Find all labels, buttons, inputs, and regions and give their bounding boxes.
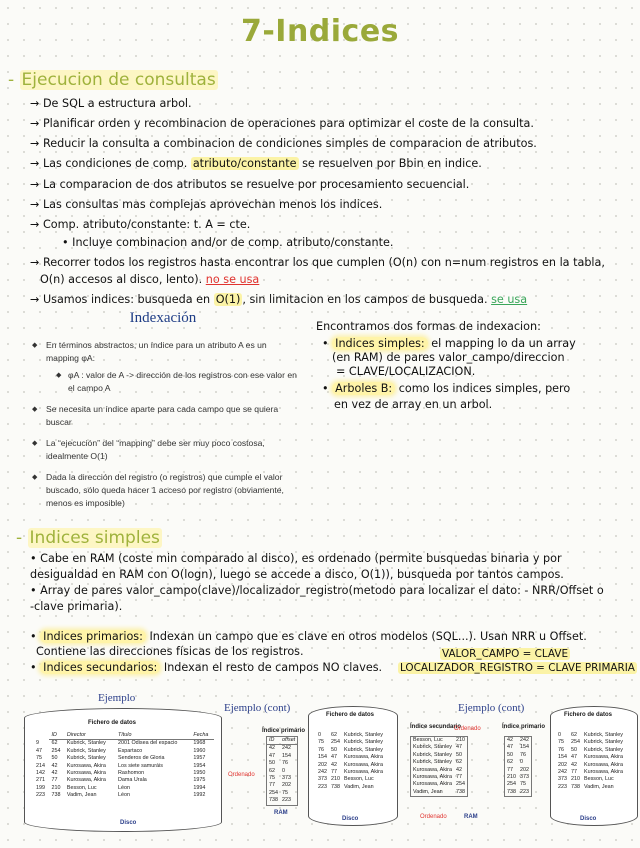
table-cell: 47	[455, 744, 462, 751]
table-cell: Los siete samuráis	[118, 762, 163, 769]
slide-bullet-1: ◆ En términos abstractos, un índice para un atributo A es un mapping φA:	[28, 339, 298, 365]
no-se-usa-label: no se usa	[205, 273, 260, 286]
table-cell: 47	[507, 744, 513, 751]
dash-mark: -	[8, 70, 20, 90]
table-row	[34, 777, 214, 784]
table-cell: 47	[331, 754, 337, 761]
s2-p3: • Indices primarios: Indexan un campo que es clave en otros modelos (SQL...). Usan NRR u Offset.	[30, 630, 587, 643]
figure-3-order-label-1: Ordenado	[454, 726, 481, 732]
table-row	[316, 747, 385, 754]
table-cell: 0	[558, 732, 561, 738]
line-6-text: Las consultas mas complejas aprovechan menos los indices.	[42, 198, 383, 211]
table-cell: 142	[36, 770, 45, 777]
table-cell: Espartaco	[118, 747, 143, 754]
table-cell: 154	[558, 754, 567, 761]
s2-p3-highlight: Indices primarios:	[40, 630, 146, 643]
table-cell: 223	[520, 788, 529, 795]
line-4-highlight: atributo/constante	[192, 157, 297, 170]
table-row	[505, 759, 532, 766]
line-4-post: se resuelven por Bbin en indice.	[302, 157, 482, 170]
table-cell: 50	[455, 751, 462, 758]
s2-p3-text: Indexan un campo que es clave en otros modelos (SQL...). Usan NRR u Offset.	[149, 630, 587, 643]
table-cell: Kurosawa, Akira	[584, 761, 623, 768]
table-cell: 242	[318, 769, 327, 776]
line-11-post: , sin limitacion en los campos de busqueda.	[242, 293, 488, 306]
table-row	[267, 782, 298, 789]
figure-example-1	[12, 692, 222, 842]
slide-sub-bullet: ◆ φA : valor de A -> dirección de los registros con ese valor en el campo A	[28, 369, 298, 395]
table-cell: 76	[318, 746, 324, 753]
forms-item-2: • Arboles B: como los indices simples, pero	[322, 382, 571, 395]
table-cell: 50	[571, 746, 577, 753]
table-cell: Kurosawa, Akira	[584, 754, 623, 761]
table-cell: 62	[269, 767, 275, 774]
line-3-text: Reducir la consulta a combinacion de condiciones simples de comparacion de atributos.	[42, 137, 537, 150]
table-row	[267, 797, 298, 805]
table-cell: Senderos de Gloria	[118, 755, 165, 762]
forms-item-1-text-a: el mapping lo da un array	[431, 337, 576, 350]
table-cell: 210	[571, 776, 580, 783]
note-localizador	[398, 661, 637, 675]
table-cell: 0	[520, 759, 523, 766]
table-cell: Léon	[118, 792, 130, 799]
section-heading-indices-simples	[16, 528, 162, 548]
table-cell: Vadim, Jean	[413, 788, 443, 795]
table-cell: 738	[331, 783, 340, 790]
table-cell: 62	[507, 759, 513, 766]
table-row	[505, 737, 532, 745]
table-cell: 154	[318, 754, 327, 761]
section2-heading-text: Indices simples	[29, 528, 160, 548]
table-header-cell: ID	[267, 737, 281, 745]
table-cell: Kubrick, Stanley	[413, 744, 452, 751]
table-cell: 210	[331, 776, 340, 783]
table-cell: Dama Urala	[118, 777, 147, 784]
figure-3-secondary-table	[410, 736, 468, 797]
figure-1-file-label: Fichero de datos	[88, 720, 137, 726]
table-cell: 738	[571, 783, 580, 790]
table-row	[556, 769, 625, 776]
table-cell: 1992	[193, 792, 206, 799]
s2-p4-highlight: Indices secundarios:	[40, 661, 160, 674]
table-cell: Kubrick, Stanley	[66, 740, 106, 747]
figure-3-data-table	[556, 732, 625, 791]
table-cell: 154	[282, 752, 291, 759]
table-cell: 210	[507, 774, 516, 781]
table-header-row	[34, 732, 214, 740]
note-valor-campo	[440, 647, 570, 661]
line-2: → Planificar orden y recombinacion de operaciones para optimizar el coste de la consulta.	[30, 117, 534, 130]
s2-p1-b: desigualdad en RAM con O(logn), luego se accede a disco, O(1)), busqueda por tantos campos.	[30, 568, 564, 581]
s2-p1-a-text: Cabe en RAM (coste min comparado al disco), es ordenado (permite busquedas binaria y por	[40, 552, 562, 565]
table-row	[316, 754, 385, 761]
table-row	[34, 785, 214, 792]
figure-1-table	[34, 732, 214, 800]
table-cell: 76	[282, 760, 288, 767]
table-row	[411, 781, 468, 788]
table-row	[316, 776, 385, 783]
table-cell: 0	[282, 767, 285, 774]
table-cell: 50	[269, 760, 275, 767]
line-4-pre: Las condiciones de comp.	[42, 157, 188, 170]
table-cell: 62	[455, 759, 462, 766]
slide-title: Indexación	[129, 310, 197, 326]
line-11-pre: Usamos indices: busqueda en	[42, 293, 211, 306]
table-row	[267, 768, 298, 775]
table-cell: Kurosawa, Akira	[344, 761, 383, 768]
table-cell: 75	[269, 775, 275, 782]
table-cell: 42	[455, 766, 462, 773]
table-cell: 1954	[193, 762, 206, 769]
line-11-highlight: O(1)	[215, 293, 241, 306]
figure-2-index-table	[266, 736, 298, 806]
line-8: • Incluye combinacion and/or de comp. atributo/constante.	[62, 236, 394, 249]
table-cell: Kurosawa, Akira	[413, 781, 452, 788]
table-row	[505, 789, 532, 797]
s2-p4: • Indices secundarios: Indexan el resto de campos NO claves.	[30, 661, 383, 674]
table-row	[556, 754, 625, 761]
table-cell: Kurosawa, Akira	[344, 754, 383, 761]
table-row	[34, 770, 214, 777]
table-cell: 373	[318, 776, 327, 783]
table-cell: Vadim, Jean	[66, 792, 97, 799]
line-7-text: Comp. atributo/constante: t. A = cte.	[42, 218, 251, 231]
table-cell: 254	[269, 789, 278, 796]
table-header-cell: offset	[280, 737, 298, 745]
table-row	[34, 792, 214, 799]
table-row	[267, 760, 298, 767]
table-cell: 47	[269, 752, 275, 759]
table-cell: Besson, Luc	[413, 737, 443, 743]
table-cell: Kubrick, Stanley	[66, 747, 106, 754]
figure-3-title: Ejemplo (cont)	[458, 702, 525, 714]
table-cell: Kubrick, Stanley	[344, 746, 383, 753]
table-row	[34, 748, 214, 755]
line-10	[40, 273, 259, 287]
table-cell: Kurosawa, Akira	[66, 777, 106, 784]
table-cell: 242	[558, 769, 567, 776]
slide-bullet-4: ◆ Dada la dirección del registro (o registros) que cumple el valor buscado, sólo queda hacer 1 acceso por registro (obviamente, menos es imposible)	[28, 471, 298, 510]
slide-bullet-3: ◆ La “ejecución” del “mapping” debe ser muy poco costosa, idealmente O(1)	[28, 437, 298, 463]
table-cell: 76	[520, 751, 526, 758]
table-cell: 1957	[193, 755, 206, 762]
figure-2-data-table	[316, 732, 385, 791]
table-cell: Kurosawa, Akira	[66, 770, 106, 777]
figure-2-disk-label: Disco	[342, 816, 359, 822]
table-cell: 210	[51, 784, 61, 791]
s2-p2-b: -clave primaria).	[30, 600, 123, 613]
s2-p3-b: Contiene las direcciones físicas de los registros.	[36, 645, 304, 658]
table-cell: 210	[455, 737, 465, 743]
figure-example-2	[222, 702, 398, 830]
table-cell: 242	[520, 737, 529, 743]
table-cell: Kurosawa, Akira	[66, 762, 106, 769]
table-cell: 77	[331, 769, 337, 776]
line-3: → Reducir la consulta a combinacion de condiciones simples de comparacion de atributos.	[30, 137, 537, 150]
line-2-text: Planificar orden y recombinacion de operaciones para optimizar el coste de la consulta.	[42, 117, 534, 130]
table-cell: 223	[558, 783, 567, 790]
line-10-text: O(n) accesos al disco, lento).	[40, 273, 203, 286]
table-cell: 738	[507, 788, 516, 795]
table-header-cell: Título	[116, 732, 191, 740]
figure-1-disk-label: Disco	[120, 820, 137, 826]
line-1-text: De SQL a estructura arbol.	[42, 97, 192, 110]
line-4: → Las condiciones de comp. atributo/constante se resuelven por Bbin en indice.	[30, 157, 482, 170]
table-cell: 254	[51, 747, 61, 754]
table-row	[411, 759, 468, 766]
table-cell: 75	[318, 739, 324, 746]
table-cell: Kubrick, Stanley	[413, 759, 452, 766]
table-row	[556, 762, 625, 769]
table-cell: 42	[51, 762, 58, 769]
table-cell: 373	[282, 775, 291, 782]
table-cell: 738	[455, 788, 465, 795]
table-row	[556, 784, 625, 791]
figure-2-file-label: Fichero de datos	[326, 712, 375, 718]
table-cell: 1960	[193, 747, 206, 754]
table-cell: 223	[36, 792, 45, 799]
table-cell: Vadim, Jean	[584, 783, 614, 790]
table-cell: 47	[36, 747, 42, 754]
figure-2-order-label: Ordenado	[228, 772, 255, 778]
line-8-text: Incluye combinacion and/or de comp. atributo/constante.	[72, 236, 394, 249]
forms-item-2-text-a: como los indices simples, pero	[398, 382, 571, 395]
table-cell: 42	[51, 770, 58, 777]
table-row	[505, 752, 532, 759]
table-cell: 42	[269, 745, 275, 752]
table-row	[267, 745, 298, 753]
slide-bullet-2: ◆ Se necesita un índice aparte para cada campo que se quiera buscar	[28, 403, 298, 429]
figure-2-ram-label: RAM	[274, 810, 288, 816]
table-cell: 254	[455, 781, 465, 788]
figure-1-title: Ejemplo	[98, 692, 136, 704]
forms-item-2-highlight: Arboles B:	[332, 382, 395, 395]
figure-3-primary-table	[504, 736, 532, 797]
table-cell: 42	[507, 737, 513, 743]
line-6: → Las consultas mas complejas aprovechan menos los indices.	[30, 198, 383, 211]
table-row	[505, 774, 532, 781]
table-row	[34, 755, 214, 762]
table-row	[556, 747, 625, 754]
s2-p4-text: Indexan el resto de campos NO claves.	[163, 661, 383, 674]
table-cell: 50	[507, 751, 513, 758]
table-cell: Kurosawa, Akira	[413, 774, 452, 781]
line-7: → Comp. atributo/constante: t. A = cte.	[30, 218, 251, 231]
table-row	[316, 784, 385, 791]
table-cell: 77	[507, 766, 513, 773]
figure-2-title: Ejemplo (cont)	[224, 702, 291, 714]
figure-3-file-label: Fichero de datos	[564, 712, 613, 718]
table-header-cell: Fecha	[191, 732, 214, 740]
table-cell: Besson, Luc	[66, 784, 97, 791]
table-cell: 223	[318, 783, 327, 790]
table-cell: 271	[36, 777, 45, 784]
line-5: → La comparacion de dos atributos se resuelve por procesamiento secuencial.	[30, 178, 470, 191]
table-cell: 1975	[193, 777, 206, 784]
forms-item-1-line-c: = CLAVE/LOCALIZACION.	[336, 365, 476, 378]
table-cell: 75	[520, 781, 526, 788]
dash-mark: -	[16, 528, 28, 548]
table-cell: 77	[455, 774, 462, 781]
table-row	[267, 753, 298, 760]
table-row	[316, 769, 385, 776]
table-row	[316, 762, 385, 769]
table-cell: Kubrick, Stanley	[344, 739, 383, 746]
line-9-text: Recorrer todos los registros hasta encontrar los que cumplen (O(n) con n=num registros en la tabla,	[42, 256, 605, 269]
table-cell: 1994	[193, 784, 206, 791]
table-cell: 373	[520, 774, 529, 781]
table-cell: 202	[520, 766, 529, 773]
forms-item-2-line-b: en vez de array en un arbol.	[334, 398, 493, 411]
table-row	[411, 752, 468, 759]
table-cell: 202	[558, 761, 567, 768]
figure-example-3	[400, 702, 638, 830]
line-9: → Recorrer todos los registros hasta encontrar los que cumplen (O(n) con n=num registros en la tabla,	[30, 256, 605, 269]
table-cell: 1968	[193, 740, 206, 747]
forms-intro: Encontramos dos formas de indexacion:	[316, 320, 541, 333]
figure-3-disk-label: Disco	[580, 816, 597, 822]
table-cell: 75	[558, 739, 564, 746]
table-cell: 2001 Odisea del espacio	[118, 740, 178, 747]
table-row	[34, 763, 214, 770]
table-row	[267, 790, 298, 797]
figure-2-index-label: Índice primario	[262, 728, 306, 734]
note-1-text: VALOR_CAMPO = CLAVE	[442, 648, 569, 660]
table-row	[411, 789, 468, 797]
page-title: 7-Indices	[240, 14, 400, 49]
line-1: → De SQL a estructura arbol.	[30, 97, 192, 110]
table-cell: 373	[558, 776, 567, 783]
table-row	[316, 732, 385, 739]
table-cell: 242	[282, 745, 291, 752]
table-cell: 50	[51, 755, 58, 762]
line-5-text: La comparacion de dos atributos se resuelve por procesamiento secuencial.	[42, 178, 470, 191]
table-cell: 42	[331, 761, 337, 768]
note-2-text: LOCALIZADOR_REGISTRO = CLAVE PRIMARIA	[400, 662, 635, 674]
table-cell: 0	[318, 732, 321, 738]
table-cell: 47	[571, 754, 577, 761]
table-row	[267, 775, 298, 782]
table-cell: Kurosawa, Akira	[413, 766, 452, 773]
table-row	[411, 744, 468, 751]
forms-item-1-line-b: (en RAM) de pares valor_campo/direccion	[332, 351, 565, 364]
table-cell: Besson, Luc	[344, 776, 374, 783]
table-cell: 202	[318, 761, 327, 768]
table-cell: 202	[282, 782, 291, 789]
table-cell: 1950	[193, 770, 206, 777]
s2-p1-a: • Cabe en RAM (coste min comparado al disco), es ordenado (permite busquedas binaria y por	[30, 552, 562, 565]
table-cell: 154	[520, 744, 529, 751]
table-cell: Kubrick, Stanley	[584, 739, 623, 746]
table-row	[505, 781, 532, 788]
figure-3-order-label-2: Ordenado	[420, 814, 447, 820]
table-cell: Kubrick, Stanley	[344, 732, 383, 738]
table-cell: Kubrick, Stanley	[584, 732, 623, 738]
table-cell: Vadim, Jean	[344, 783, 374, 790]
section-heading-ejecucion	[8, 70, 218, 90]
table-cell: 738	[269, 797, 278, 804]
table-cell: 77	[269, 782, 275, 789]
table-row	[411, 767, 468, 774]
table-cell: Besson, Luc	[584, 776, 614, 783]
table-cell: 42	[571, 761, 577, 768]
table-row	[411, 774, 468, 781]
forms-item-1-highlight: Indices simples:	[332, 337, 428, 350]
table-cell: Kubrick, Stanley	[413, 751, 452, 758]
table-cell: Kubrick, Stanley	[66, 755, 106, 762]
table-row	[505, 744, 532, 751]
table-cell: Kurosawa, Akira	[344, 769, 383, 776]
table-row	[556, 776, 625, 783]
table-cell: 75	[282, 789, 288, 796]
se-usa-label: se usa	[491, 293, 528, 306]
table-header-row	[267, 737, 298, 745]
figure-3-primary-label: Índice primario	[502, 724, 546, 730]
table-cell: 62	[51, 740, 58, 747]
table-header-cell	[34, 732, 49, 740]
s2-p2-a-text: Array de pares valor_campo(clave)/localizador_registro(metodo para localizar el dato: - NRR/Offset o	[40, 584, 604, 597]
table-cell: 254	[507, 781, 516, 788]
line-11: → Usamos indices: busqueda en O(1) , sin limitacion en los campos de busqueda. se usa	[30, 293, 528, 306]
table-header-cell: Director	[65, 732, 116, 740]
table-cell: 77	[571, 769, 577, 776]
figure-3-ram-label: RAM	[464, 814, 478, 820]
indexacion-slide	[28, 312, 298, 518]
table-cell: 62	[571, 732, 577, 738]
table-cell: 199	[36, 784, 45, 791]
table-header-cell: ID	[49, 732, 64, 740]
table-cell: Kurosawa, Akira	[584, 769, 623, 776]
table-cell: 9	[36, 740, 39, 747]
table-cell: 77	[51, 777, 58, 784]
table-cell: 223	[282, 797, 291, 804]
table-row	[411, 737, 468, 745]
table-cell: Kubrick, Stanley	[584, 746, 623, 753]
table-cell: Rashomon	[118, 770, 145, 777]
table-cell: 254	[571, 739, 580, 746]
table-cell: 214	[36, 762, 45, 769]
table-cell: 76	[558, 746, 564, 753]
table-row	[505, 767, 532, 774]
table-cell: 62	[331, 732, 337, 738]
table-cell: 738	[51, 792, 61, 799]
table-row	[556, 732, 625, 739]
table-row	[556, 739, 625, 746]
table-row	[316, 739, 385, 746]
forms-item-1: • Indices simples: el mapping lo da un array	[322, 337, 576, 350]
table-cell: 254	[331, 739, 340, 746]
table-row	[34, 740, 214, 748]
table-cell: Léon	[118, 784, 130, 791]
figure-3-secondary-label: Índice secundario	[410, 724, 462, 730]
table-cell: 75	[36, 755, 42, 762]
section-heading-text: Ejecucion de consultas	[21, 70, 216, 90]
table-cell: 50	[331, 746, 337, 753]
s2-p2-a: • Array de pares valor_campo(clave)/localizador_registro(metodo para localizar el dato: - NRR/Offset o	[30, 584, 604, 597]
